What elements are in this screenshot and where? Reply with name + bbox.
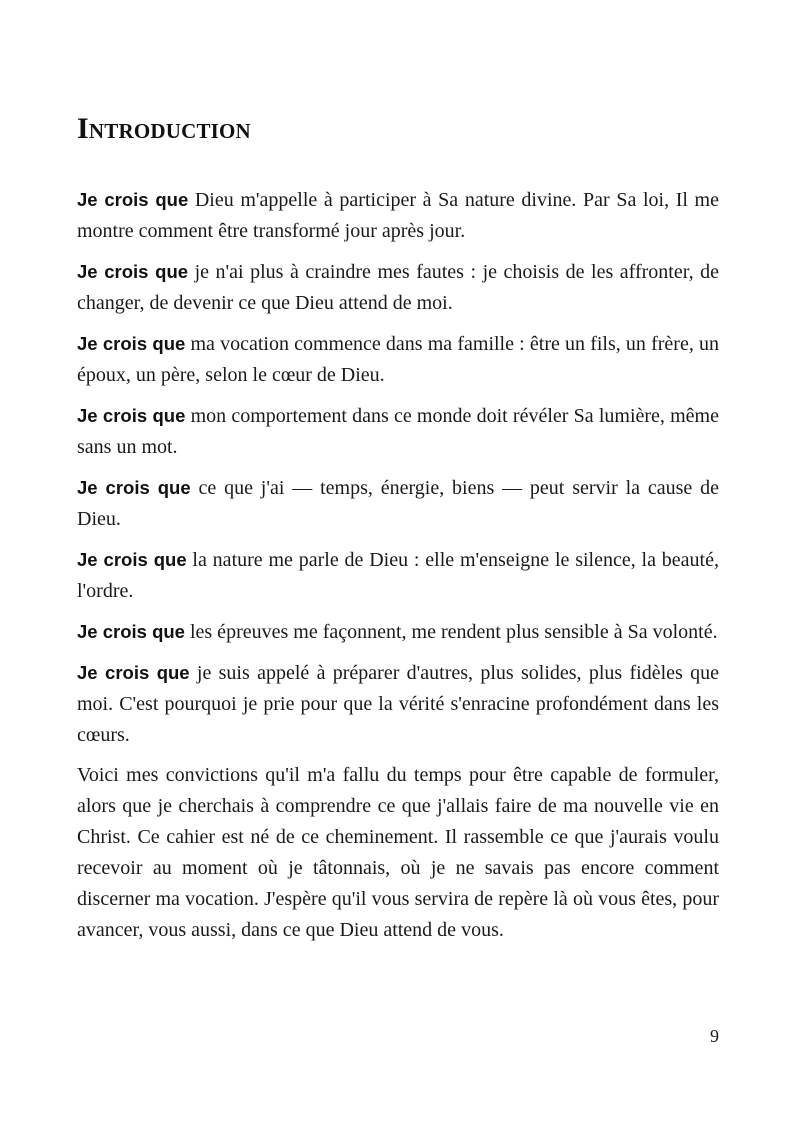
belief-paragraph [77,328,719,391]
belief-text: mon comportement dans ce monde doit révéler Sa lumière, même sans un mot. [77,405,719,458]
belief-lead: Je crois que [77,621,185,642]
belief-text: ce que j'ai — temps, énergie, biens — peut servir la cause de Dieu. [77,477,719,530]
belief-paragraph [77,472,719,535]
belief-paragraph [77,256,719,319]
belief-lead: Je crois que [77,662,190,683]
belief-paragraph [77,400,719,463]
closing-paragraph: Voici mes convictions qu'il m'a fallu du temps pour être capable de formuler, alors que je cherchais à comprendre ce que j'allais faire de ma nouvelle vie en Christ. Ce cahier est né de ce cheminement. Il rassemble ce que j'aurais voulu recevoir au moment où je tâtonnais, où je ne savais pas encore comment discerner ma vocation. J'espère qu'il vous servira de repère là où vous êtes, pour avancer, vous aussi, dans ce que Dieu attend de vous. [77,764,719,941]
page-number: 9 [710,1026,719,1046]
belief-lead: Je crois que [77,405,186,426]
belief-lead: Je crois que [77,189,189,210]
belief-paragraph [77,616,719,648]
belief-text: je n'ai plus à craindre mes fautes : je choisis de les affronter, de changer, de devenir ce que Dieu attend de moi. [77,261,719,314]
belief-lead: Je crois que [77,477,191,498]
page-title: Introduction [77,112,251,145]
belief-paragraph [77,184,719,247]
belief-text: ma vocation commence dans ma famille : être un fils, un frère, un époux, un père, selon le cœur de Dieu. [77,333,719,386]
belief-text: Dieu m'appelle à participer à Sa nature divine. Par Sa loi, Il me montre comment être transformé jour après jour. [77,189,719,242]
belief-lead: Je crois que [77,333,186,354]
belief-lead: Je crois que [77,261,189,282]
belief-lead: Je crois que [77,549,187,570]
belief-text: je suis appelé à préparer d'autres, plus solides, plus fidèles que moi. C'est pourquoi je prie pour que la vérité s'enracine profondément dans les cœurs. [77,662,720,746]
document-page [77,0,719,1123]
body-text [77,184,719,946]
belief-text: la nature me parle de Dieu : elle m'enseigne le silence, la beauté, l'ordre. [77,549,719,602]
belief-text: les épreuves me façonnent, me rendent plus sensible à Sa volonté. [184,621,718,643]
belief-paragraph [77,544,719,607]
belief-paragraph [77,657,719,751]
